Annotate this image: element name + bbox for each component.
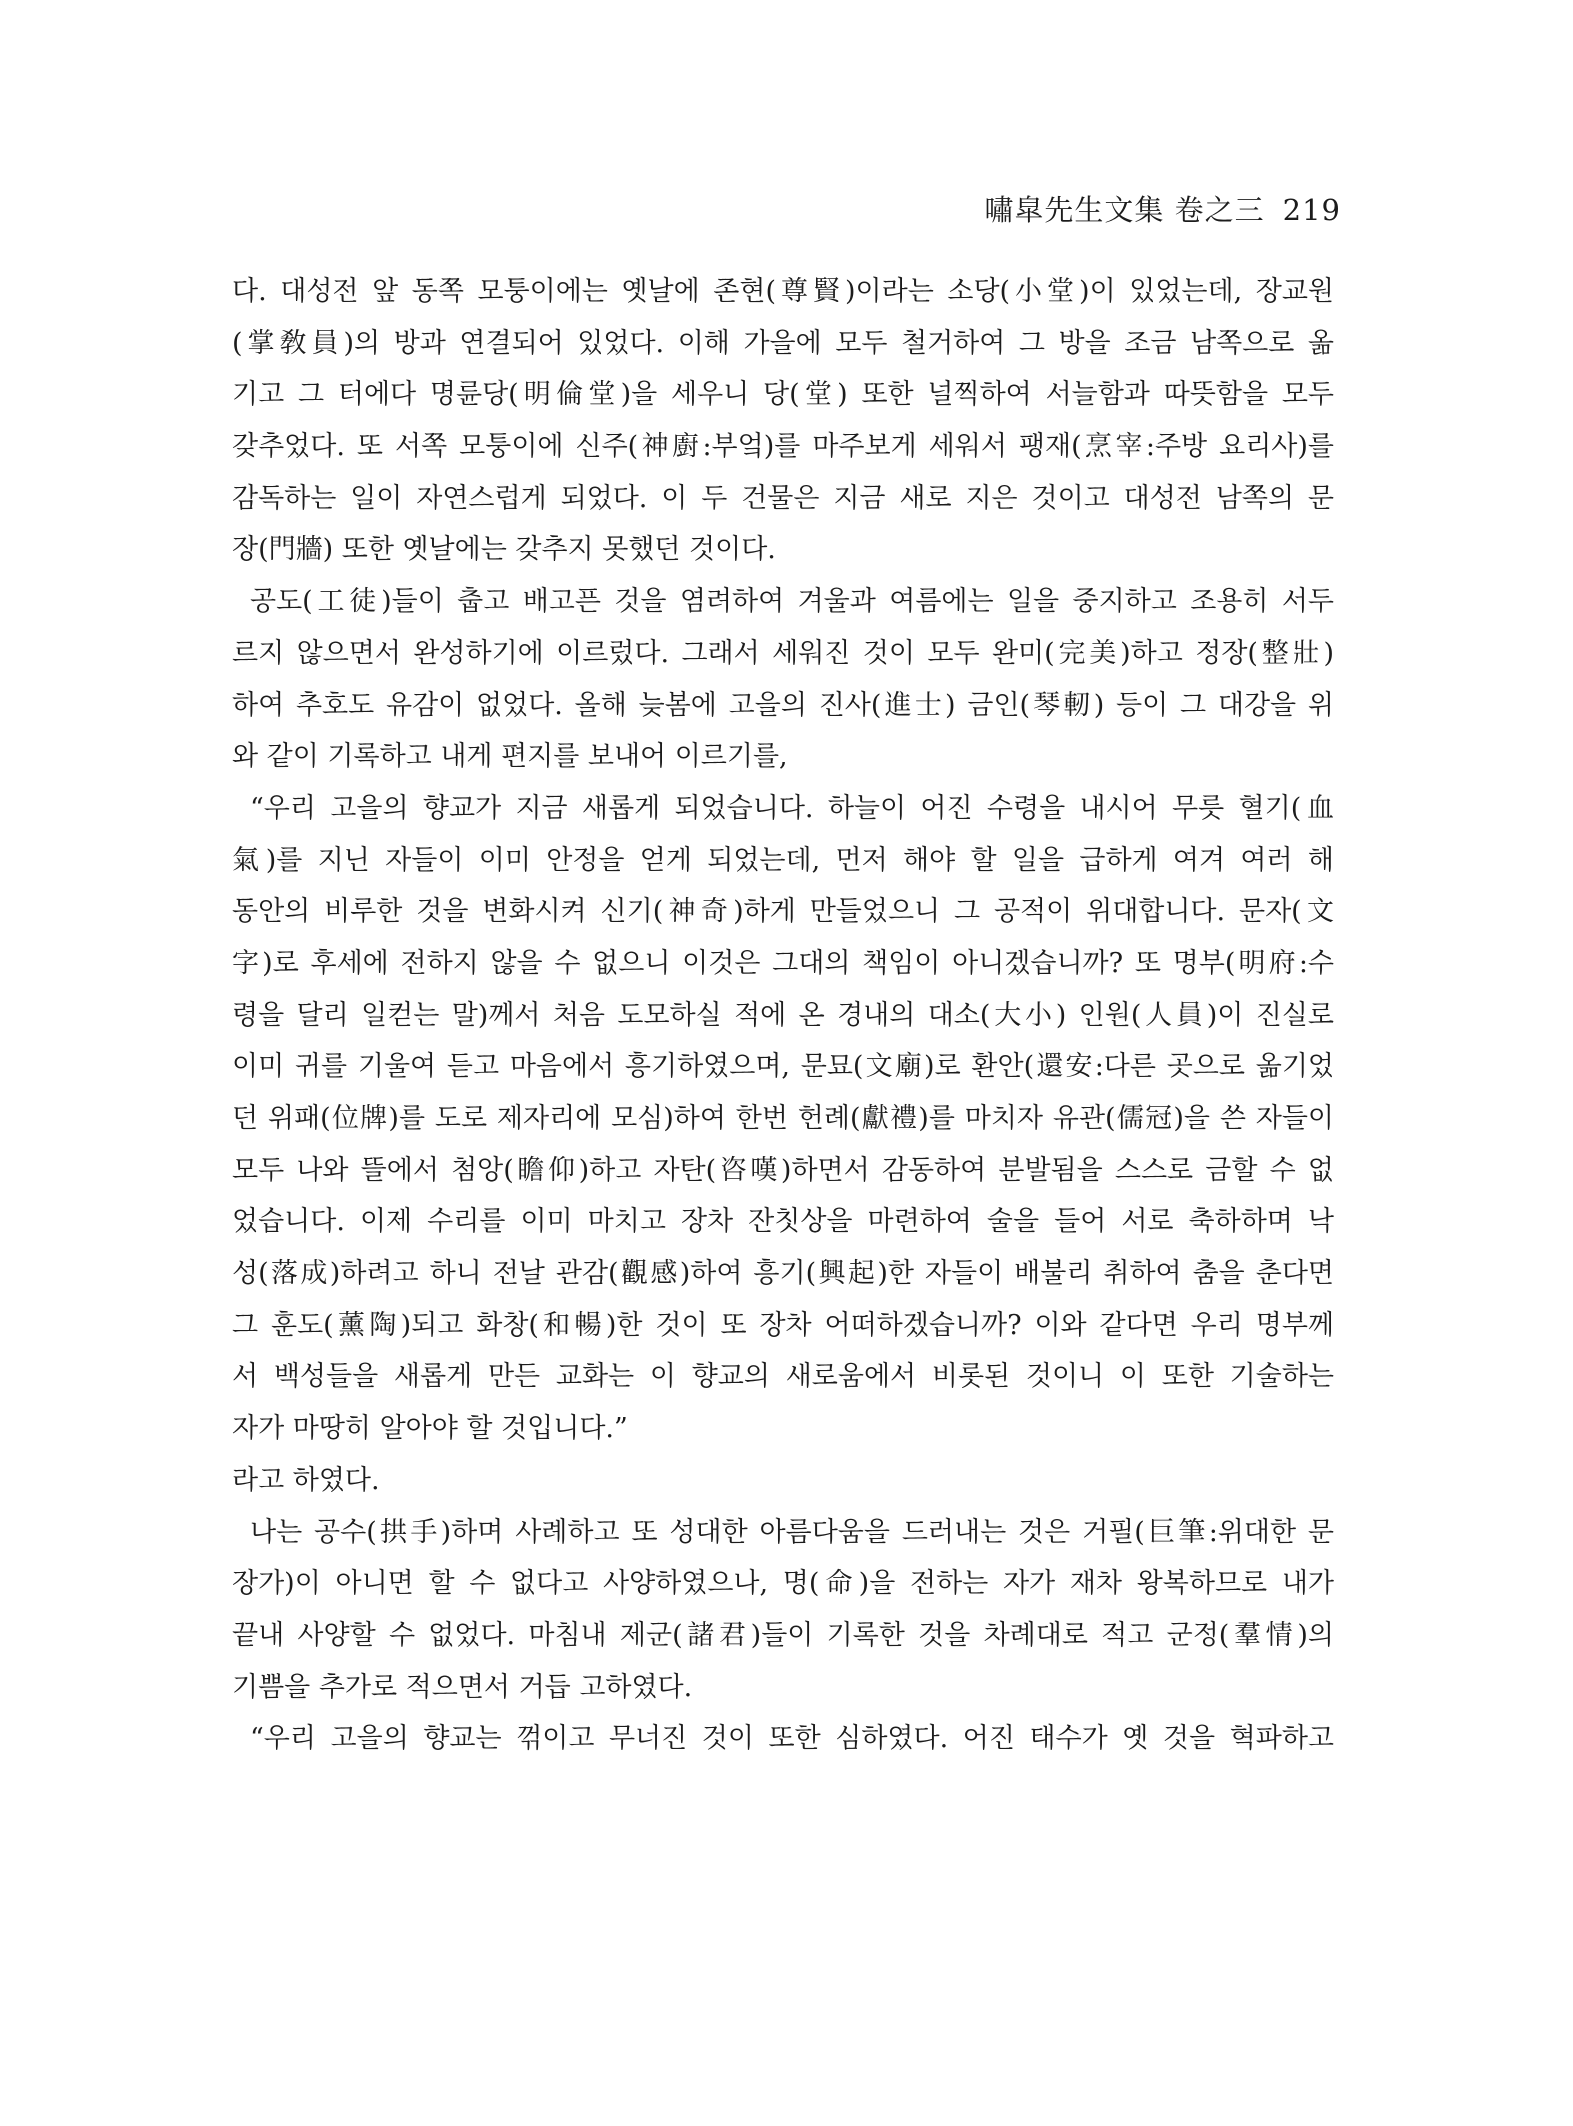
text-line: 던 위패(位牌)를 도로 제자리에 모심)하여 한번 헌례(獻禮)를 마치자 유관(儒冠)을 쓴 자들이 [232,1103,1334,1134]
text-line: 서 백성들을 새롭게 만든 교화는 이 향교의 새로움에서 비롯된 것이니 이 또한 기술하는 [232,1361,1334,1393]
book-title: 嘯皐先生文集 卷之三 [984,193,1265,227]
body-text [232,266,1334,1765]
text-line: 르지 않으면서 완성하기에 이르렀다. 그래서 세워진 것이 모두 완미(完美)하고 정장(整壯) [232,637,1334,669]
text-line: 그 훈도(薰陶)되고 화창(和暢)한 것이 또 장차 어떠하겠습니까? 이와 같다면 우리 명부께 [232,1309,1334,1341]
text-line: 동안의 비루한 것을 변화시켜 신기(神奇)하게 만들었으니 그 공적이 위대합니다. 문자(文 [232,896,1334,928]
text-line: 성(落成)하려고 하니 전날 관감(觀感)하여 흥기(興起)한 자들이 배불리 취하여 춤을 춘다면 [232,1258,1334,1290]
text-line: 라고 하였다. [232,1464,380,1496]
text-line: 와 같이 기록하고 내게 편지를 보내어 이르기를, [232,741,788,773]
text-line: 공도(工徒)들이 춥고 배고픈 것을 염려하여 겨울과 여름에는 일을 중지하고 조용히 서두 [250,586,1334,618]
text-line: 자가 마땅히 알아야 할 것입니다.” [232,1413,628,1445]
text-line: 갖추었다. 또 서쪽 모퉁이에 신주(神廚:부엌)를 마주보게 세워서 팽재(烹宰:주방 요리사)를 [232,431,1334,463]
text-line: “우리 고을의 향교가 지금 새롭게 되었습니다. 하늘이 어진 수령을 내시어 무릇 혈기(血 [250,792,1334,824]
text-line: 모두 나와 뜰에서 첨앙(瞻仰)하고 자탄(咨嘆)하면서 감동하여 분발됨을 스스로 금할 수 없 [232,1154,1334,1186]
text-line: 氣)를 지닌 자들이 이미 안정을 얻게 되었는데, 먼저 해야 할 일을 급하게 여겨 여러 해 [232,844,1334,876]
text-line: 었습니다. 이제 수리를 이미 마치고 장차 잔칫상을 마련하여 술을 들어 서로 축하하며 낙 [232,1206,1334,1238]
page-number: 219 [1282,193,1341,227]
running-header [984,188,1341,229]
text-line: 하여 추호도 유감이 없었다. 올해 늦봄에 고을의 진사(進士) 금인(琴軔) 등이 그 대강을 위 [232,689,1334,721]
text-line: (掌敎員)의 방과 연결되어 있었다. 이해 가을에 모두 철거하여 그 방을 조금 남쪽으로 옮 [232,327,1334,359]
text-line: 字)로 후세에 전하지 않을 수 없으니 이것은 그대의 책임이 아니겠습니까? 또 명부(明府:수 [232,947,1334,979]
text-line: “우리 고을의 향교는 꺾이고 무너진 것이 또한 심하였다. 어진 태수가 옛 것을 혁파하고 [250,1723,1334,1755]
text-line: 다. 대성전 앞 동쪽 모퉁이에는 옛날에 존현(尊賢)이라는 소당(小堂)이 있었는데, 장교원 [232,276,1334,307]
text-line: 끝내 사양할 수 없었다. 마침내 제군(諸君)들이 기록한 것을 차례대로 적고 군정(羣情)의 [232,1619,1334,1651]
text-line: 기쁨을 추가로 적으면서 거듭 고하였다. [232,1671,693,1703]
text-line: 이미 귀를 기울여 듣고 마음에서 흥기하였으며, 문묘(文廟)로 환안(還安:다른 곳으로 옮기었 [232,1051,1334,1083]
text-line: 감독하는 일이 자연스럽게 되었다. 이 두 건물은 지금 새로 지은 것이고 대성전 남쪽의 문 [232,482,1334,514]
text-line: 장가)이 아니면 할 수 없다고 사양하였으나, 명(命)을 전하는 자가 재차 왕복하므로 내가 [232,1568,1334,1600]
text-line: 나는 공수(拱手)하며 사례하고 또 성대한 아름다움을 드러내는 것은 거필(巨筆:위대한 문 [250,1516,1334,1548]
text-line: 장(門牆) 또한 옛날에는 갖추지 못했던 것이다. [232,534,776,566]
text-line: 기고 그 터에다 명륜당(明倫堂)을 세우니 당(堂) 또한 널찍하여 서늘함과 따뜻함을 모두 [232,379,1334,411]
text-line: 령을 달리 일컫는 말)께서 처음 도모하실 적에 온 경내의 대소(大小) 인원(人員)이 진실로 [232,999,1334,1031]
